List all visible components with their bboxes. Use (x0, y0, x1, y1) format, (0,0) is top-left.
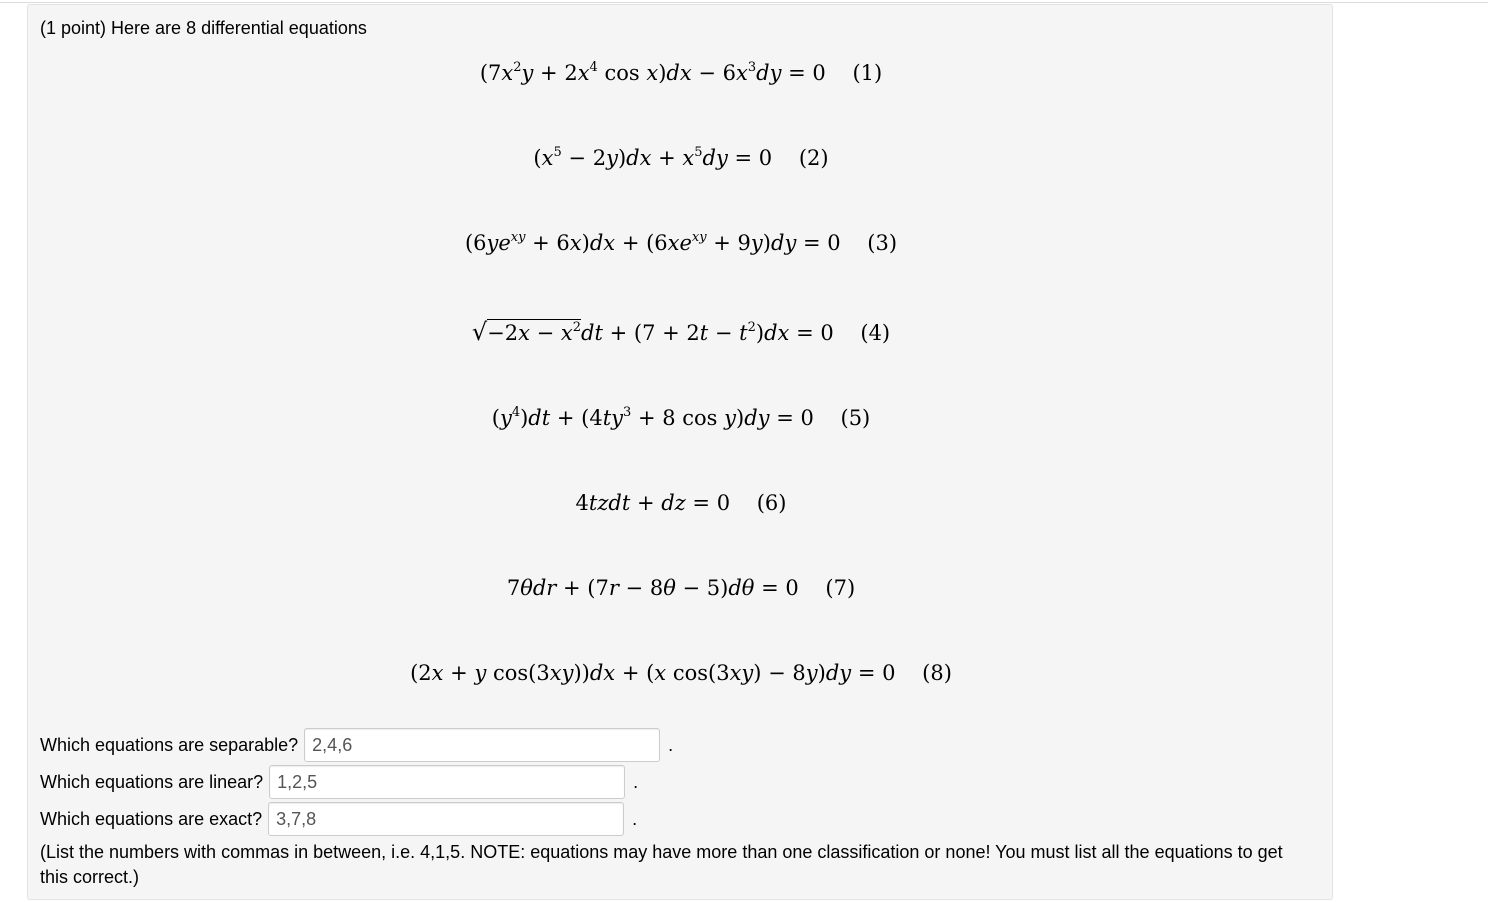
equation-7: 7θdr + (7r − 8θ − 5)dθ = 0 (7) (506, 576, 856, 600)
question-suffix: . (632, 808, 638, 829)
top-divider (0, 2, 1488, 3)
question-exact (40, 802, 637, 836)
equation-number: (6) (756, 491, 787, 515)
equation-number: (1) (852, 61, 883, 85)
equation-2: $(x^5 - 2y)dx + x^5dy = 0$ (2) (533, 145, 829, 170)
equation-number: (3) (867, 231, 898, 255)
equation-number: (5) (840, 406, 871, 430)
equation-3: $(6ye^{xy} + 6x)dx + (6xe^{xy} + 9y)dy = 0$ (3) (464, 230, 898, 255)
equation-4: $√-2x - x^2dt + (7 + 2t - t^2)dx = 0$ (4) (471, 318, 891, 346)
linear-answer-input[interactable] (269, 765, 625, 799)
instructions-note: (List the numbers with commas in between, i.e. 4,1,5. NOTE: equations may have more than one classification or none! You must list all the equations to get this correct.) (40, 842, 1283, 887)
question-separable (40, 728, 673, 762)
equation-8: (2x + y cos(3xy))dx + (x cos(3xy) − 8y)dy = 0 (8) (410, 661, 952, 685)
equation-6: 4tzdt + dz = 0 (6) (575, 491, 787, 515)
question-label: Which equations are exact? (40, 808, 263, 829)
equation-number: (2) (798, 146, 829, 170)
equation-number: (7) (825, 576, 856, 600)
question-linear (40, 765, 638, 799)
problem-intro: (1 point) Here are 8 differential equations (40, 18, 367, 38)
equation-number: (4) (860, 321, 891, 345)
question-label: Which equations are linear? (40, 771, 264, 792)
equation-5: $(y^4)dt + (4ty^3 + 8$ cos y)dy = 0 (5) (491, 405, 871, 430)
question-suffix: . (668, 734, 674, 755)
equation-number: (8) (922, 661, 952, 685)
exact-answer-input[interactable] (268, 802, 624, 836)
equation-1: ($7x^2y + 2x^4$ $\cos x)dx - 6x^3dy = 0$ (1) (479, 60, 883, 85)
square-root: $√-2x - x^2$ (471, 318, 582, 346)
question-suffix: . (633, 771, 639, 792)
question-label: Which equations are separable? (40, 734, 299, 755)
problem-panel (27, 4, 1333, 900)
separable-answer-input[interactable] (304, 728, 660, 762)
